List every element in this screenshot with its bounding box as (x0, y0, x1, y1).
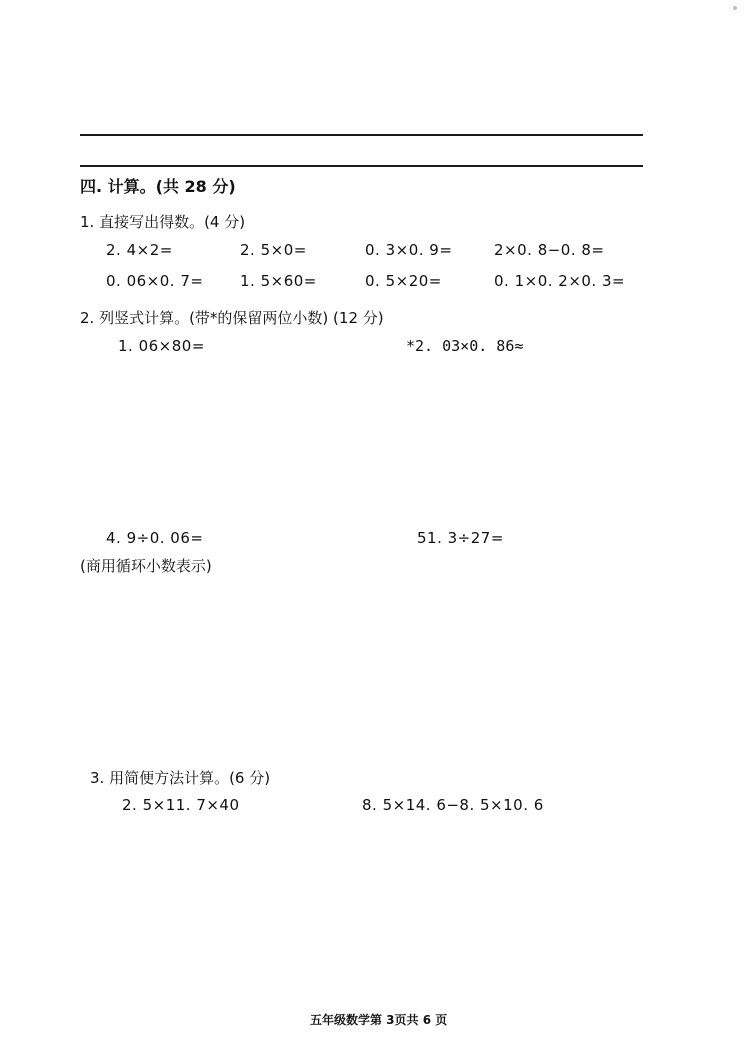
q2-title: 2. 列竖式计算。(带*的保留两位小数) (12 分) (80, 309, 384, 327)
q2-item-2: *2. 03×0. 86≈ (406, 337, 524, 355)
q1-r1-c4: 2×0. 8−0. 8= (494, 241, 605, 259)
section-title: 四. 计算。(共 28 分) (80, 177, 236, 196)
q2-note: (商用循环小数表示) (80, 557, 212, 575)
q1-r1-c2: 2. 5×0= (240, 241, 307, 259)
q3-item-1: 2. 5×11. 7×40 (122, 796, 240, 814)
q3-item-2: 8. 5×14. 6−8. 5×10. 6 (362, 796, 544, 814)
q1-r2-c4: 0. 1×0. 2×0. 3= (494, 272, 626, 290)
answer-line-1 (80, 134, 643, 136)
q1-r2-c3: 0. 5×20= (365, 272, 442, 290)
page-footer: 五年级数学第 3页共 6 页 (310, 1013, 448, 1027)
q1-title: 1. 直接写出得数。(4 分) (80, 213, 246, 231)
q2-item-4: 51. 3÷27= (417, 529, 504, 547)
answer-line-2 (80, 165, 643, 167)
q3-title: 3. 用简便方法计算。(6 分) (90, 769, 271, 787)
q1-r2-c1: 0. 06×0. 7= (106, 272, 204, 290)
scan-speck (733, 6, 737, 10)
q1-r2-c2: 1. 5×60= (240, 272, 317, 290)
q1-r1-c1: 2. 4×2= (106, 241, 173, 259)
q1-r1-c3: 0. 3×0. 9= (365, 241, 453, 259)
q2-item-1: 1. 06×80= (118, 337, 205, 355)
q2-item-3: 4. 9÷0. 06= (106, 529, 204, 547)
